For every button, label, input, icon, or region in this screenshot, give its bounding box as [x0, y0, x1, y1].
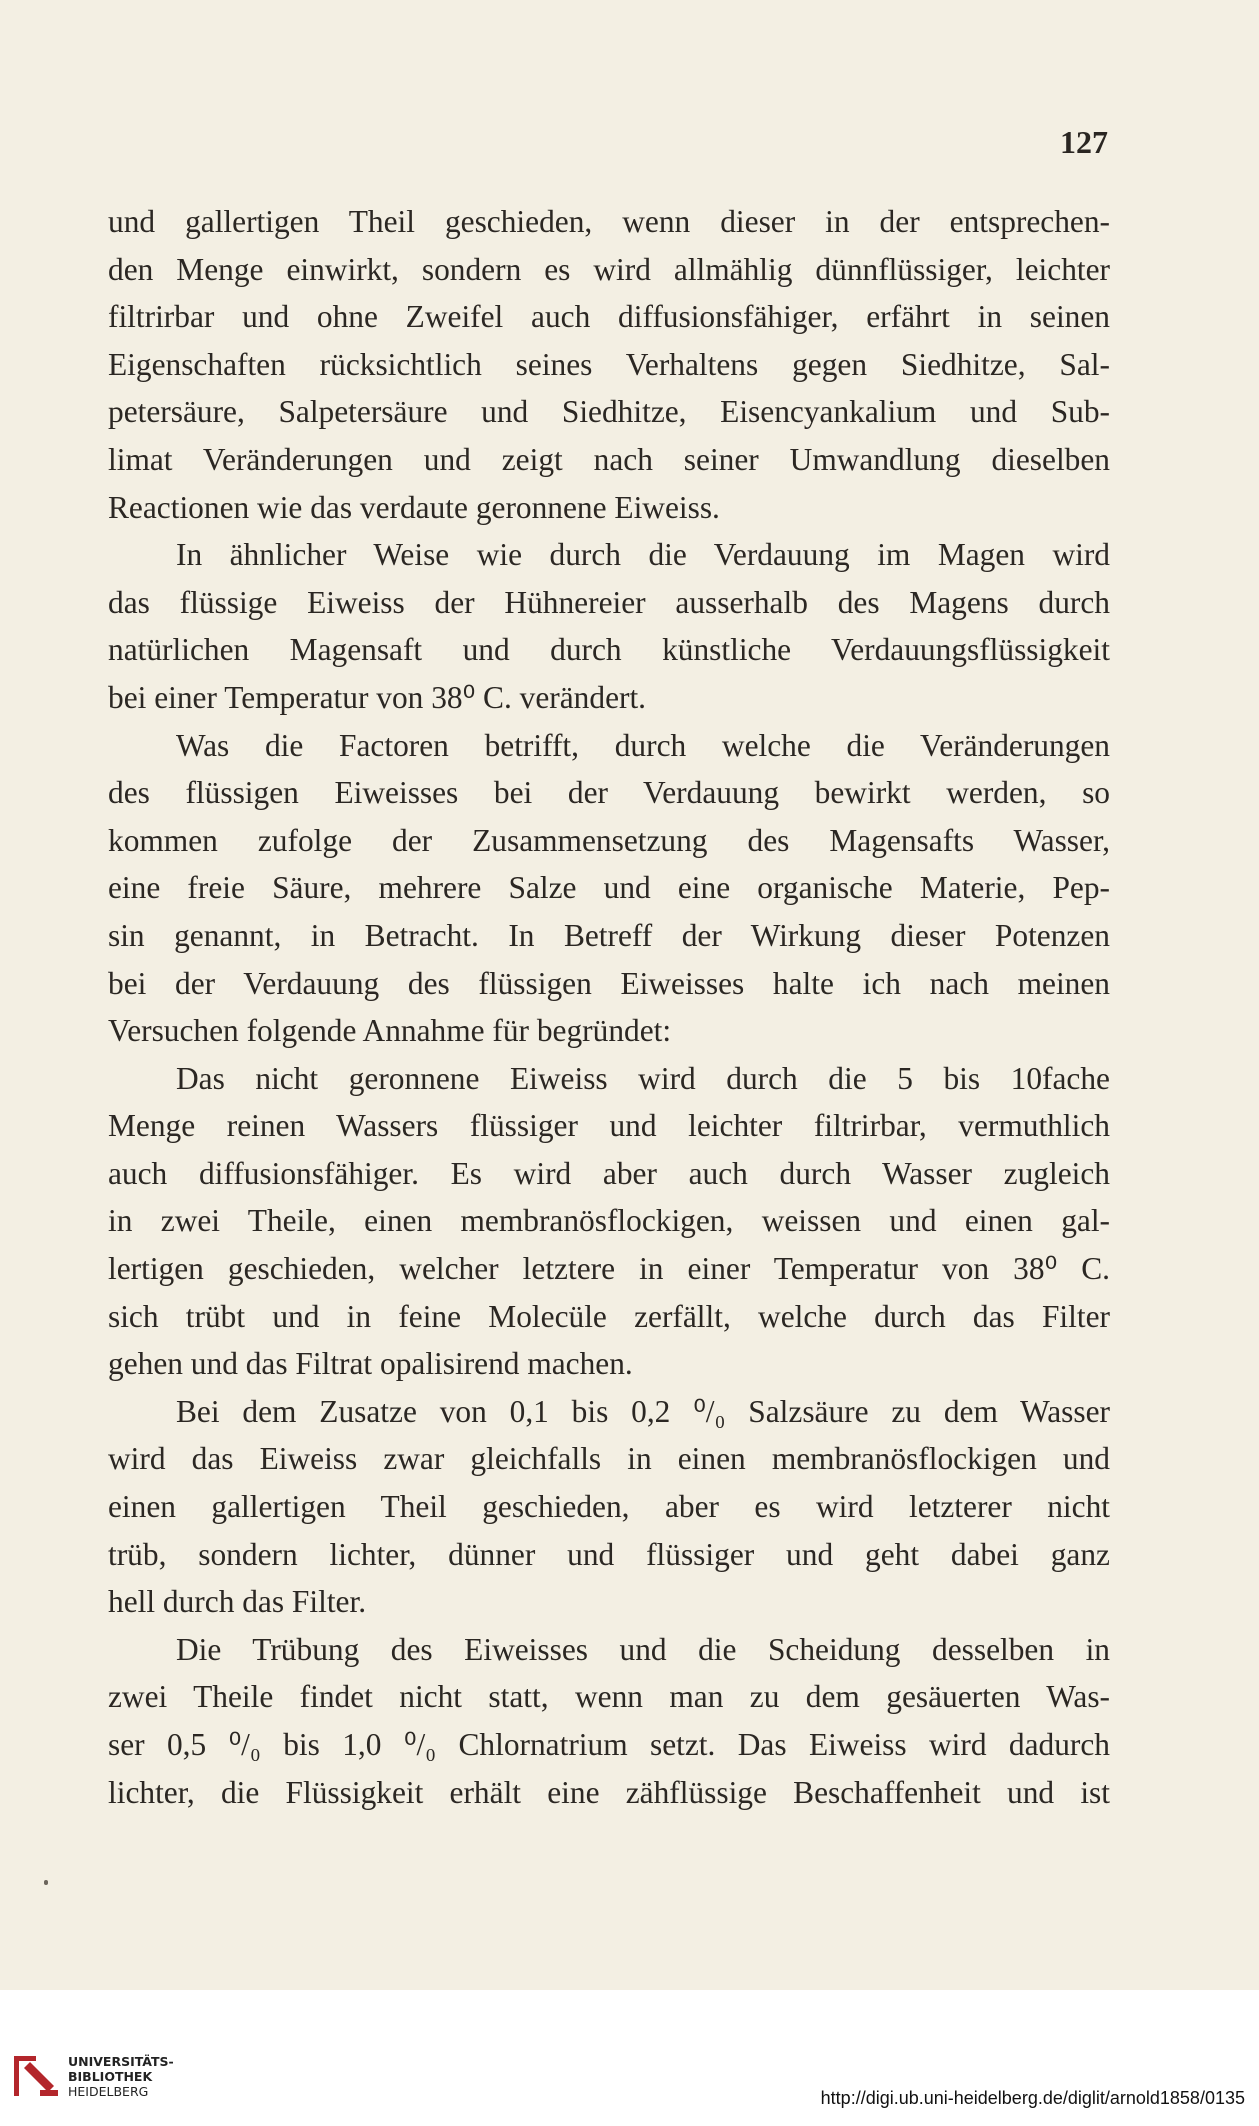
- text-line: petersäure, Salpetersäure und Siedhitze, Eisencyankalium und Sub-: [108, 394, 1110, 430]
- text-line: kommen zufolge der Zusammensetzung des Magensafts Wasser,: [108, 822, 1110, 858]
- text-line: filtrirbar und ohne Zweifel auch diffusionsfähiger, erfährt in seinen: [108, 299, 1110, 335]
- text-line: lichter, die Flüssigkeit erhält eine zähflüssige Beschaffenheit und ist: [108, 1774, 1110, 1810]
- paragraph-start: Bei dem Zusatze von 0,1 bis 0,2 ⁰/₀ Salzsäure zu dem Wasser: [176, 1393, 1110, 1429]
- text-line: bei einer Temperatur von 38⁰ C. verändert.: [108, 679, 647, 715]
- paragraph-start: Was die Factoren betrifft, durch welche die Veränderungen: [176, 727, 1110, 763]
- text-line: in zwei Theile, einen membranösflockigen, weissen und einen gal-: [108, 1203, 1110, 1239]
- text-line: gehen und das Filtrat opalisirend machen.: [108, 1346, 633, 1382]
- paragraph-start: In ähnlicher Weise wie durch die Verdauung im Magen wird: [176, 537, 1110, 573]
- text-line: trüb, sondern lichter, dünner und flüssiger und geht dabei ganz: [108, 1536, 1110, 1572]
- text-line: ser 0,5 ⁰/₀ bis 1,0 ⁰/₀ Chlornatrium setzt. Das Eiweiss wird dadurch: [108, 1727, 1110, 1762]
- paragraph-start: Die Trübung des Eiweisses und die Scheidung desselben in: [176, 1631, 1110, 1667]
- paper-speck: [44, 1880, 48, 1885]
- text-line: Versuchen folgende Annahme für begründet:: [108, 1013, 672, 1049]
- permalink-url[interactable]: http://digi.ub.uni-heidelberg.de/diglit/arnold1858/0135: [820, 2088, 1245, 2108]
- logo-line-2: BIBLIOTHEK: [68, 2068, 153, 2084]
- text-line: hell durch das Filter.: [108, 1584, 367, 1620]
- text-line: das flüssige Eiweiss der Hühnereier ausserhalb des Magens durch: [108, 584, 1110, 620]
- text-line: sich trübt und in feine Molecüle zerfällt, welche durch das Filter: [108, 1298, 1110, 1334]
- library-logo: [12, 2052, 174, 2100]
- text-line: einen gallertigen Theil geschieden, aber es wird letzterer nicht: [108, 1489, 1110, 1525]
- body-text: [108, 198, 1110, 1816]
- heidelberg-logo-icon: [12, 2052, 60, 2100]
- text-line: limat Veränderungen und zeigt nach seiner Umwandlung dieselben: [108, 441, 1110, 477]
- text-line: natürlichen Magensaft und durch künstliche Verdauungsflüssigkeit: [108, 632, 1110, 668]
- text-line: auch diffusionsfähiger. Es wird aber auch durch Wasser zugleich: [108, 1155, 1110, 1191]
- text-line: Eigenschaften rücksichtlich seines Verhaltens gegen Siedhitze, Sal-: [108, 346, 1110, 382]
- paragraph-start: Das nicht geronnene Eiweiss wird durch die 5 bis 10fache: [176, 1060, 1110, 1096]
- text-line: sin genannt, in Betracht. In Betreff der Wirkung dieser Potenzen: [108, 917, 1110, 953]
- text-line: wird das Eiweiss zwar gleichfalls in einen membranösflockigen und: [108, 1441, 1110, 1477]
- text-line: zwei Theile findet nicht statt, wenn man zu dem gesäuerten Was-: [108, 1679, 1110, 1715]
- text-line: lertigen geschieden, welcher letztere in einer Temperatur von 38⁰ C.: [108, 1251, 1110, 1287]
- text-line: eine freie Säure, mehrere Salze und eine organische Materie, Pep-: [108, 870, 1110, 906]
- text-line: des flüssigen Eiweisses bei der Verdauung bewirkt werden, so: [108, 775, 1110, 811]
- text-line: und gallertigen Theil geschieden, wenn dieser in der entsprechen-: [108, 204, 1110, 239]
- text-line: den Menge einwirkt, sondern es wird allmählig dünnflüssiger, leichter: [108, 251, 1110, 287]
- text-line: bei der Verdauung des flüssigen Eiweisses halte ich nach meinen: [108, 965, 1110, 1001]
- text-line: Menge reinen Wassers flüssiger und leichter filtrirbar, vermuthlich: [108, 1108, 1110, 1144]
- logo-line-1: UNIVERSITÄTS-: [68, 2053, 174, 2069]
- text-line: Reactionen wie das verdaute geronnene Eiweiss.: [108, 489, 720, 525]
- page-number: 127: [1060, 124, 1108, 160]
- logo-line-3: HEIDELBERG: [68, 2083, 149, 2099]
